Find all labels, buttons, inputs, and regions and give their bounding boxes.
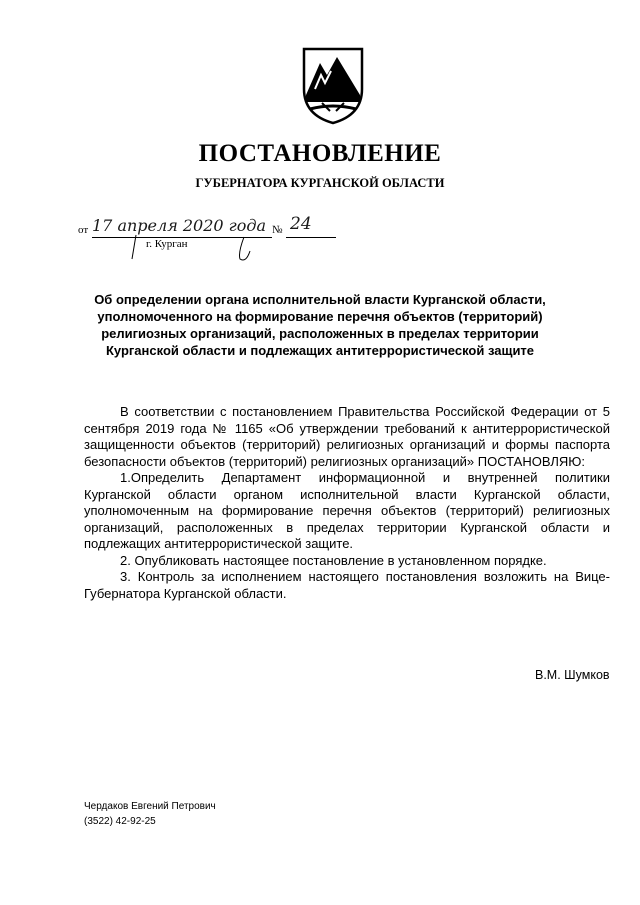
handwriting-strokes <box>78 213 378 263</box>
document-title: ПОСТАНОВЛЕНИЕ <box>198 140 442 167</box>
clause-1-paragraph: 1.Определить Департамент информационной и внутренней политики Курганской области органом исполнительной власти Курганской области, уполномоченным на формирование перечня объектов (территорий) религиозных организаций, расположенных в пределах территории Курганской области и подлежащих антитеррористической защите. <box>84 470 610 551</box>
date-number-row <box>78 213 378 263</box>
signature-name: В.М. Шумков <box>535 668 610 682</box>
city-label: г. Курган <box>146 238 188 250</box>
preamble-paragraph: В соответствии с постановлением Правительства Российской Федерации от 5 сентября 2019 года № 1165 «Об утверждении требований к антитеррористической защищенности объектов (территорий) религиозных организаций и формы паспорта безопасности объектов (территорий) религиозных организаций» ПОСТАНОВЛЯЮ: <box>84 404 610 469</box>
document-subtitle: ГУБЕРНАТОРА КУРГАНСКОЙ ОБЛАСТИ <box>195 176 445 190</box>
heading-line: Курганской области и подлежащих антитеррористической защите <box>105 343 535 358</box>
heading-line: Об определении органа исполнительной власти Курганской области, <box>94 292 546 307</box>
handwritten-date: 17 апреля 2020 года <box>92 216 267 235</box>
clause-3-paragraph: 3. Контроль за исполнением настоящего постановления возложить на Вице-Губернатора Курганской области. <box>84 569 610 601</box>
contact-name: Чердаков Евгений Петрович <box>84 801 216 812</box>
clause-2-paragraph: 2. Опубликовать настоящее постановление в установленном порядке. <box>120 552 547 568</box>
date-prefix: от <box>78 224 89 236</box>
number-label: № <box>272 224 283 236</box>
heading-line: уполномоченного на формирование перечня объектов (территорий) <box>97 309 543 324</box>
heading-line: религиозных организаций, расположенных в пределах территории <box>101 326 539 341</box>
document-heading <box>85 291 555 359</box>
handwritten-number: 24 <box>290 214 312 234</box>
footer-contact <box>84 799 216 829</box>
contact-phone: (3522) 42-92-25 <box>84 816 156 827</box>
document-body <box>84 404 610 602</box>
kurgan-coat-of-arms-icon <box>300 45 366 125</box>
